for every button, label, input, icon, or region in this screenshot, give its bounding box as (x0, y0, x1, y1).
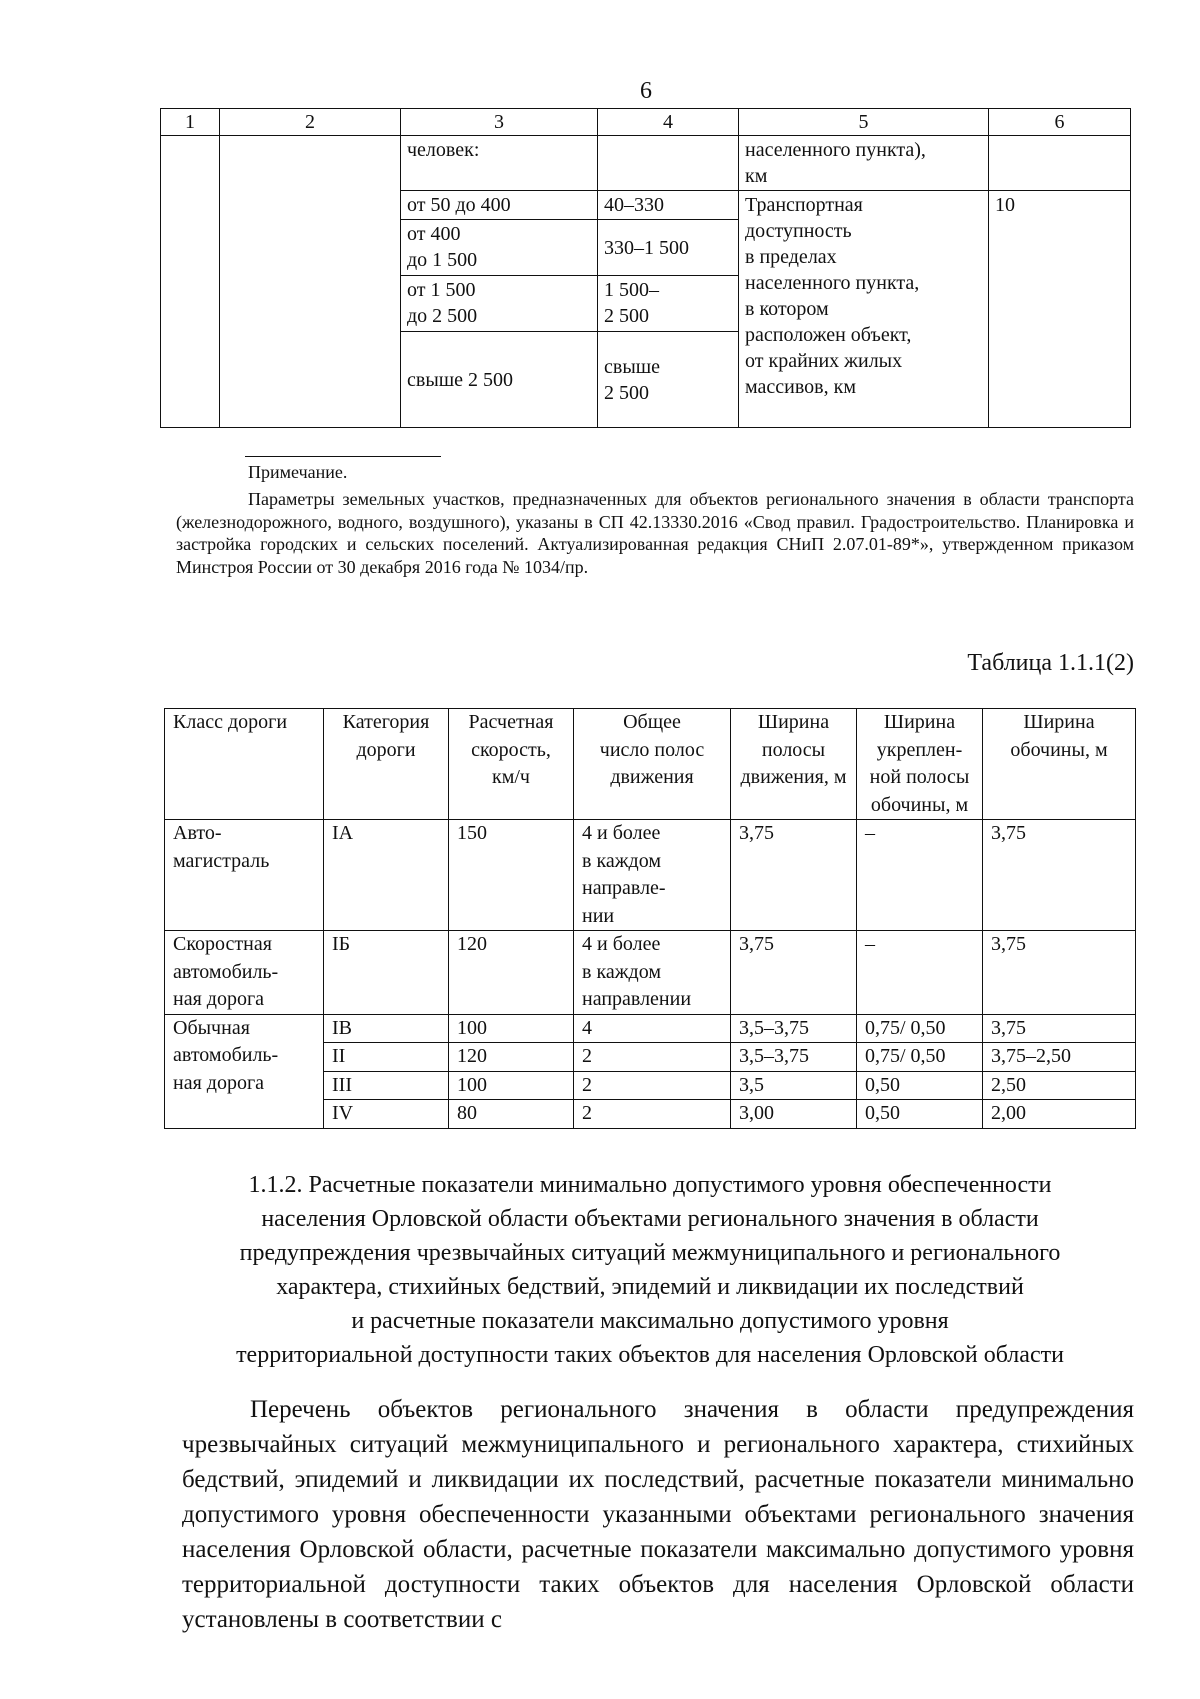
header-cell: 2 (220, 109, 401, 136)
table-cell: 3,75 (983, 1014, 1136, 1043)
table-cell: от 1 500 до 2 500 (401, 276, 598, 332)
table-cell: 120 (449, 931, 574, 1015)
table-cell-merged: Транспортная доступность в пределах населенного пункта, в котором расположен объект, от крайних жилых массивов, км (739, 191, 989, 428)
road-class-table (164, 708, 1136, 1129)
table-cell: 330–1 500 (598, 220, 739, 276)
header-cell: Ширина полосы движения, м (731, 709, 857, 820)
footnote-divider (245, 456, 441, 457)
road-class-cell: Скоростная автомобиль- ная дорога (165, 931, 324, 1015)
table-row (165, 1014, 1136, 1043)
continued-table (160, 108, 1131, 428)
table-cell: IV (324, 1100, 449, 1129)
road-class-cell: Обычная автомобиль- ная дорога (165, 1014, 324, 1128)
header-cell: Общее число полос движения (574, 709, 731, 820)
table-cell: 4 (574, 1014, 731, 1043)
table-cell: 0,50 (857, 1071, 983, 1100)
table-cell: IБ (324, 931, 449, 1015)
table-row (161, 136, 1131, 191)
table-cell: 3,75 (731, 931, 857, 1015)
header-cell: 1 (161, 109, 220, 136)
table-row (165, 931, 1136, 1015)
table-cell: 3,5–3,75 (731, 1043, 857, 1072)
header-cell: Ширина укреплен- ной полосы обочины, м (857, 709, 983, 820)
table-cell: от 400 до 1 500 (401, 220, 598, 276)
header-cell: 6 (989, 109, 1131, 136)
table-cell: 80 (449, 1100, 574, 1129)
table-cell: III (324, 1071, 449, 1100)
table-cell: 2,50 (983, 1071, 1136, 1100)
empty-cell (598, 136, 739, 191)
header-cell: 4 (598, 109, 739, 136)
empty-cell (989, 136, 1131, 191)
table-cell: 3,00 (731, 1100, 857, 1129)
page-number: 6 (640, 78, 652, 104)
empty-cell (161, 136, 220, 428)
table-cell: 100 (449, 1071, 574, 1100)
table-caption: Таблица 1.1.1(2) (967, 650, 1134, 676)
table-cell: человек: (401, 136, 598, 191)
table-cell: 0,75/ 0,50 (857, 1014, 983, 1043)
table-cell: 0,75/ 0,50 (857, 1043, 983, 1072)
section-title: 1.1.2. Расчетные показатели минимально допустимого уровня обеспеченности населения Орловской области объектами регионального значения в области предупреждения чрезвычайных ситуаций межмуниципального и регионального характера, стихийных бедствий, эпидемий и ликвидации их последствий и расчетные показатели максимально допустимого уровня территориальной доступности таких объектов для населения Орловской области (236, 1172, 1064, 1368)
table-cell: 3,5 (731, 1071, 857, 1100)
table-cell: 3,75 (983, 931, 1136, 1015)
table-cell: II (324, 1043, 449, 1072)
header-cell: 5 (739, 109, 989, 136)
table-cell: 2 (574, 1100, 731, 1129)
table-row (165, 820, 1136, 931)
table-cell: 40–330 (598, 191, 739, 220)
table-cell: 2,00 (983, 1100, 1136, 1129)
table-header-row (165, 709, 1136, 820)
table-cell: свыше 2 500 (401, 332, 598, 428)
table-cell: 3,5–3,75 (731, 1014, 857, 1043)
table-cell: 0,50 (857, 1100, 983, 1129)
table-cell: 150 (449, 820, 574, 931)
header-cell: Класс дороги (165, 709, 324, 820)
header-cell: Ширина обочины, м (983, 709, 1136, 820)
header-cell: 3 (401, 109, 598, 136)
table-cell: 120 (449, 1043, 574, 1072)
road-class-cell: Авто- магистраль (165, 820, 324, 931)
table-cell: 3,75–2,50 (983, 1043, 1136, 1072)
note-label: Примечание. (248, 462, 348, 482)
table-cell: 4 и более в каждом направле- нии (574, 820, 731, 931)
header-cell: Расчетная скорость, км/ч (449, 709, 574, 820)
table-cell: 100 (449, 1014, 574, 1043)
header-cell: Категория дороги (324, 709, 449, 820)
table-cell: 2 (574, 1071, 731, 1100)
body-paragraph: Перечень объектов регионального значения в области предупреждения чрезвычайных ситуаций межмуниципального и регионального характера, стихийных бедствий, эпидемий и ликвидации их последствий, расчетные показатели минимально допустимого уровня обеспеченности указанными объектами регионального значения населения Орловской области, расчетные показатели максимально допустимого уровня территориальной доступности таких объектов для населения Орловской области установлены в соответствии с (182, 1396, 1134, 1633)
table-cell: IА (324, 820, 449, 931)
table-cell: 2 (574, 1043, 731, 1072)
table-cell: 3,75 (731, 820, 857, 931)
table-cell: 1 500– 2 500 (598, 276, 739, 332)
table-cell: – (857, 820, 983, 931)
table-header-row (161, 109, 1131, 136)
table-cell-merged: 10 (989, 191, 1131, 428)
note-text: Параметры земельных участков, предназначенных для объектов регионального значения в области транспорта (железнодорожного, водного, воздушного), указаны в СП 42.13330.2016 «Свод правил. Градостроительство. Планировка и застройка городских и сельских поселений. Актуализированная редакция СНиП 2.07.01-89*», утвержденном приказом Минстроя России от 30 декабря 2016 года № 1034/пр. (176, 489, 1134, 577)
table-cell: 4 и более в каждом направлении (574, 931, 731, 1015)
empty-cell (220, 136, 401, 428)
table-cell: свыше 2 500 (598, 332, 739, 428)
table-cell: населенного пункта), км (739, 136, 989, 191)
table-cell: от 50 до 400 (401, 191, 598, 220)
table-cell: IВ (324, 1014, 449, 1043)
table-cell: – (857, 931, 983, 1015)
table-cell: 3,75 (983, 820, 1136, 931)
